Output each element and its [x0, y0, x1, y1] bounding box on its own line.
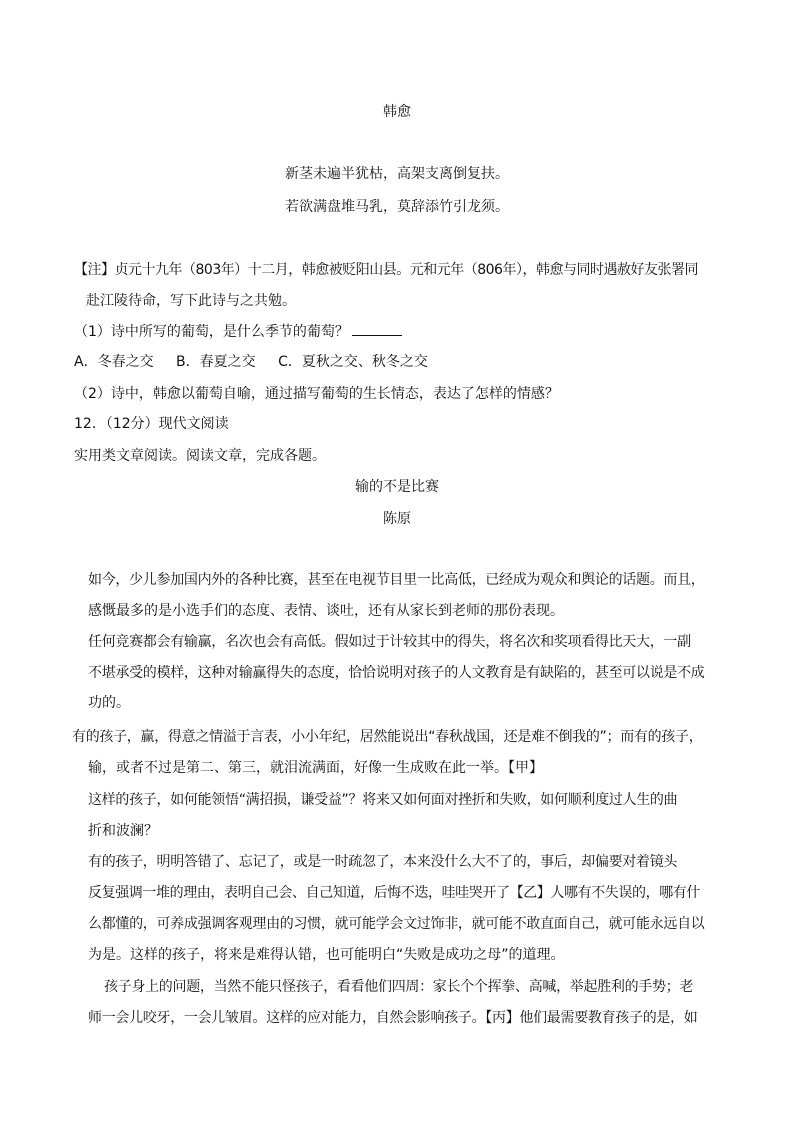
article-line: 反复强调一堆的理由，表明自己会、自己知道，后悔不迭，哇哇哭开了【乙】人哪有不失误的，哪有什 [88, 885, 700, 901]
poem-author: 韩愈 [383, 104, 411, 120]
answer-blank[interactable] [352, 321, 402, 336]
question-2: （2）诗中，韩愈以葡萄自喻，通过描写葡萄的生长情态，表达了怎样的情感？ [74, 386, 559, 402]
article-author: 陈原 [383, 511, 411, 527]
article-line: 为是。这样的孩子，将来是难得认错，也可能明白“失败是成功之母”的道理。 [88, 947, 565, 963]
question-1-text: （1）诗中所写的葡萄，是什么季节的葡萄？ [74, 324, 349, 340]
poem-line-1: 新茎未遍半犹枯，高架支离倒复扶。 [285, 166, 509, 182]
question-1 [74, 321, 402, 342]
article-line: 折和波澜？ [88, 823, 158, 839]
article-line: 感慨最多的是小选手们的态度、表情、谈吐，还有从家长到老师的那份表现。 [88, 603, 564, 619]
poem-line-2: 若欲满盘堆马乳，莫辞添竹引龙须。 [285, 199, 509, 215]
option-c: C．夏秋之交、秋冬之交 [278, 354, 428, 370]
article-line: 师一会儿咬牙，一会儿皱眉。这样的应对能力，自然会影响孩子。【丙】他们最需要教育孩子的是，如 [88, 1010, 698, 1026]
article-line: 功的。 [88, 695, 130, 711]
option-b: B．春夏之交 [176, 354, 256, 370]
option-a: A．冬春之交 [74, 354, 154, 370]
section-heading: 12．（12分）现代文阅读 [74, 416, 229, 432]
note-line-2: 赴江陵待命，写下此诗与之共勉。 [86, 293, 296, 309]
note-line-1: 【注】贞元十九年（803年）十二月，韩愈被贬阳山县。元和元年（806年），韩愈与同时遇赦好友张署同 [74, 262, 698, 278]
article-line: 任何竞赛都会有输赢，名次也会有高低。假如过于计较其中的得失，将名次和奖项看得比天大，一副 [88, 634, 691, 650]
article-title: 输的不是比赛 [355, 479, 439, 495]
article-line: 这样的孩子，如何能领悟“满招损，谦受益”？将来又如何面对挫折和失败，如何顺利度过人生的曲 [88, 792, 678, 808]
article-line: 么都懂的，可养成强调客观理由的习惯，就可能学会文过饰非，就可能不敢直面自己，就可能永远自以 [88, 916, 705, 932]
question-1-options [74, 352, 428, 372]
article-line: 不堪承受的模样，这种对输赢得失的态度，恰恰说明对孩子的人文教育是有缺陷的，甚至可以说是不成 [88, 665, 705, 681]
article-line: 输，或者不过是第二、第三，就泪流满面，好像一生成败在此一举。【甲】 [88, 760, 543, 776]
article-line: 如今，少儿参加国内外的各种比赛，甚至在电视节目里一比高低，已经成为观众和舆论的话题。而且， [88, 572, 705, 588]
article-line: 有的孩子，赢，得意之情溢于言表，小小年纪，居然能说出“春秋战国，还是难不倒我的”；而有的孩子， [72, 729, 703, 745]
article-line: 有的孩子，明明答错了、忘记了，或是一时疏忽了，本来没什么大不了的，事后，却偏要对着镜头 [88, 854, 678, 870]
section-instruction: 实用类文章阅读。阅读文章，完成各题。 [74, 448, 326, 464]
article-line: 孩子身上的问题，当然不能只怪孩子，看看他们四周：家长个个挥拳、高喊，举起胜利的手势；老 [104, 979, 694, 995]
